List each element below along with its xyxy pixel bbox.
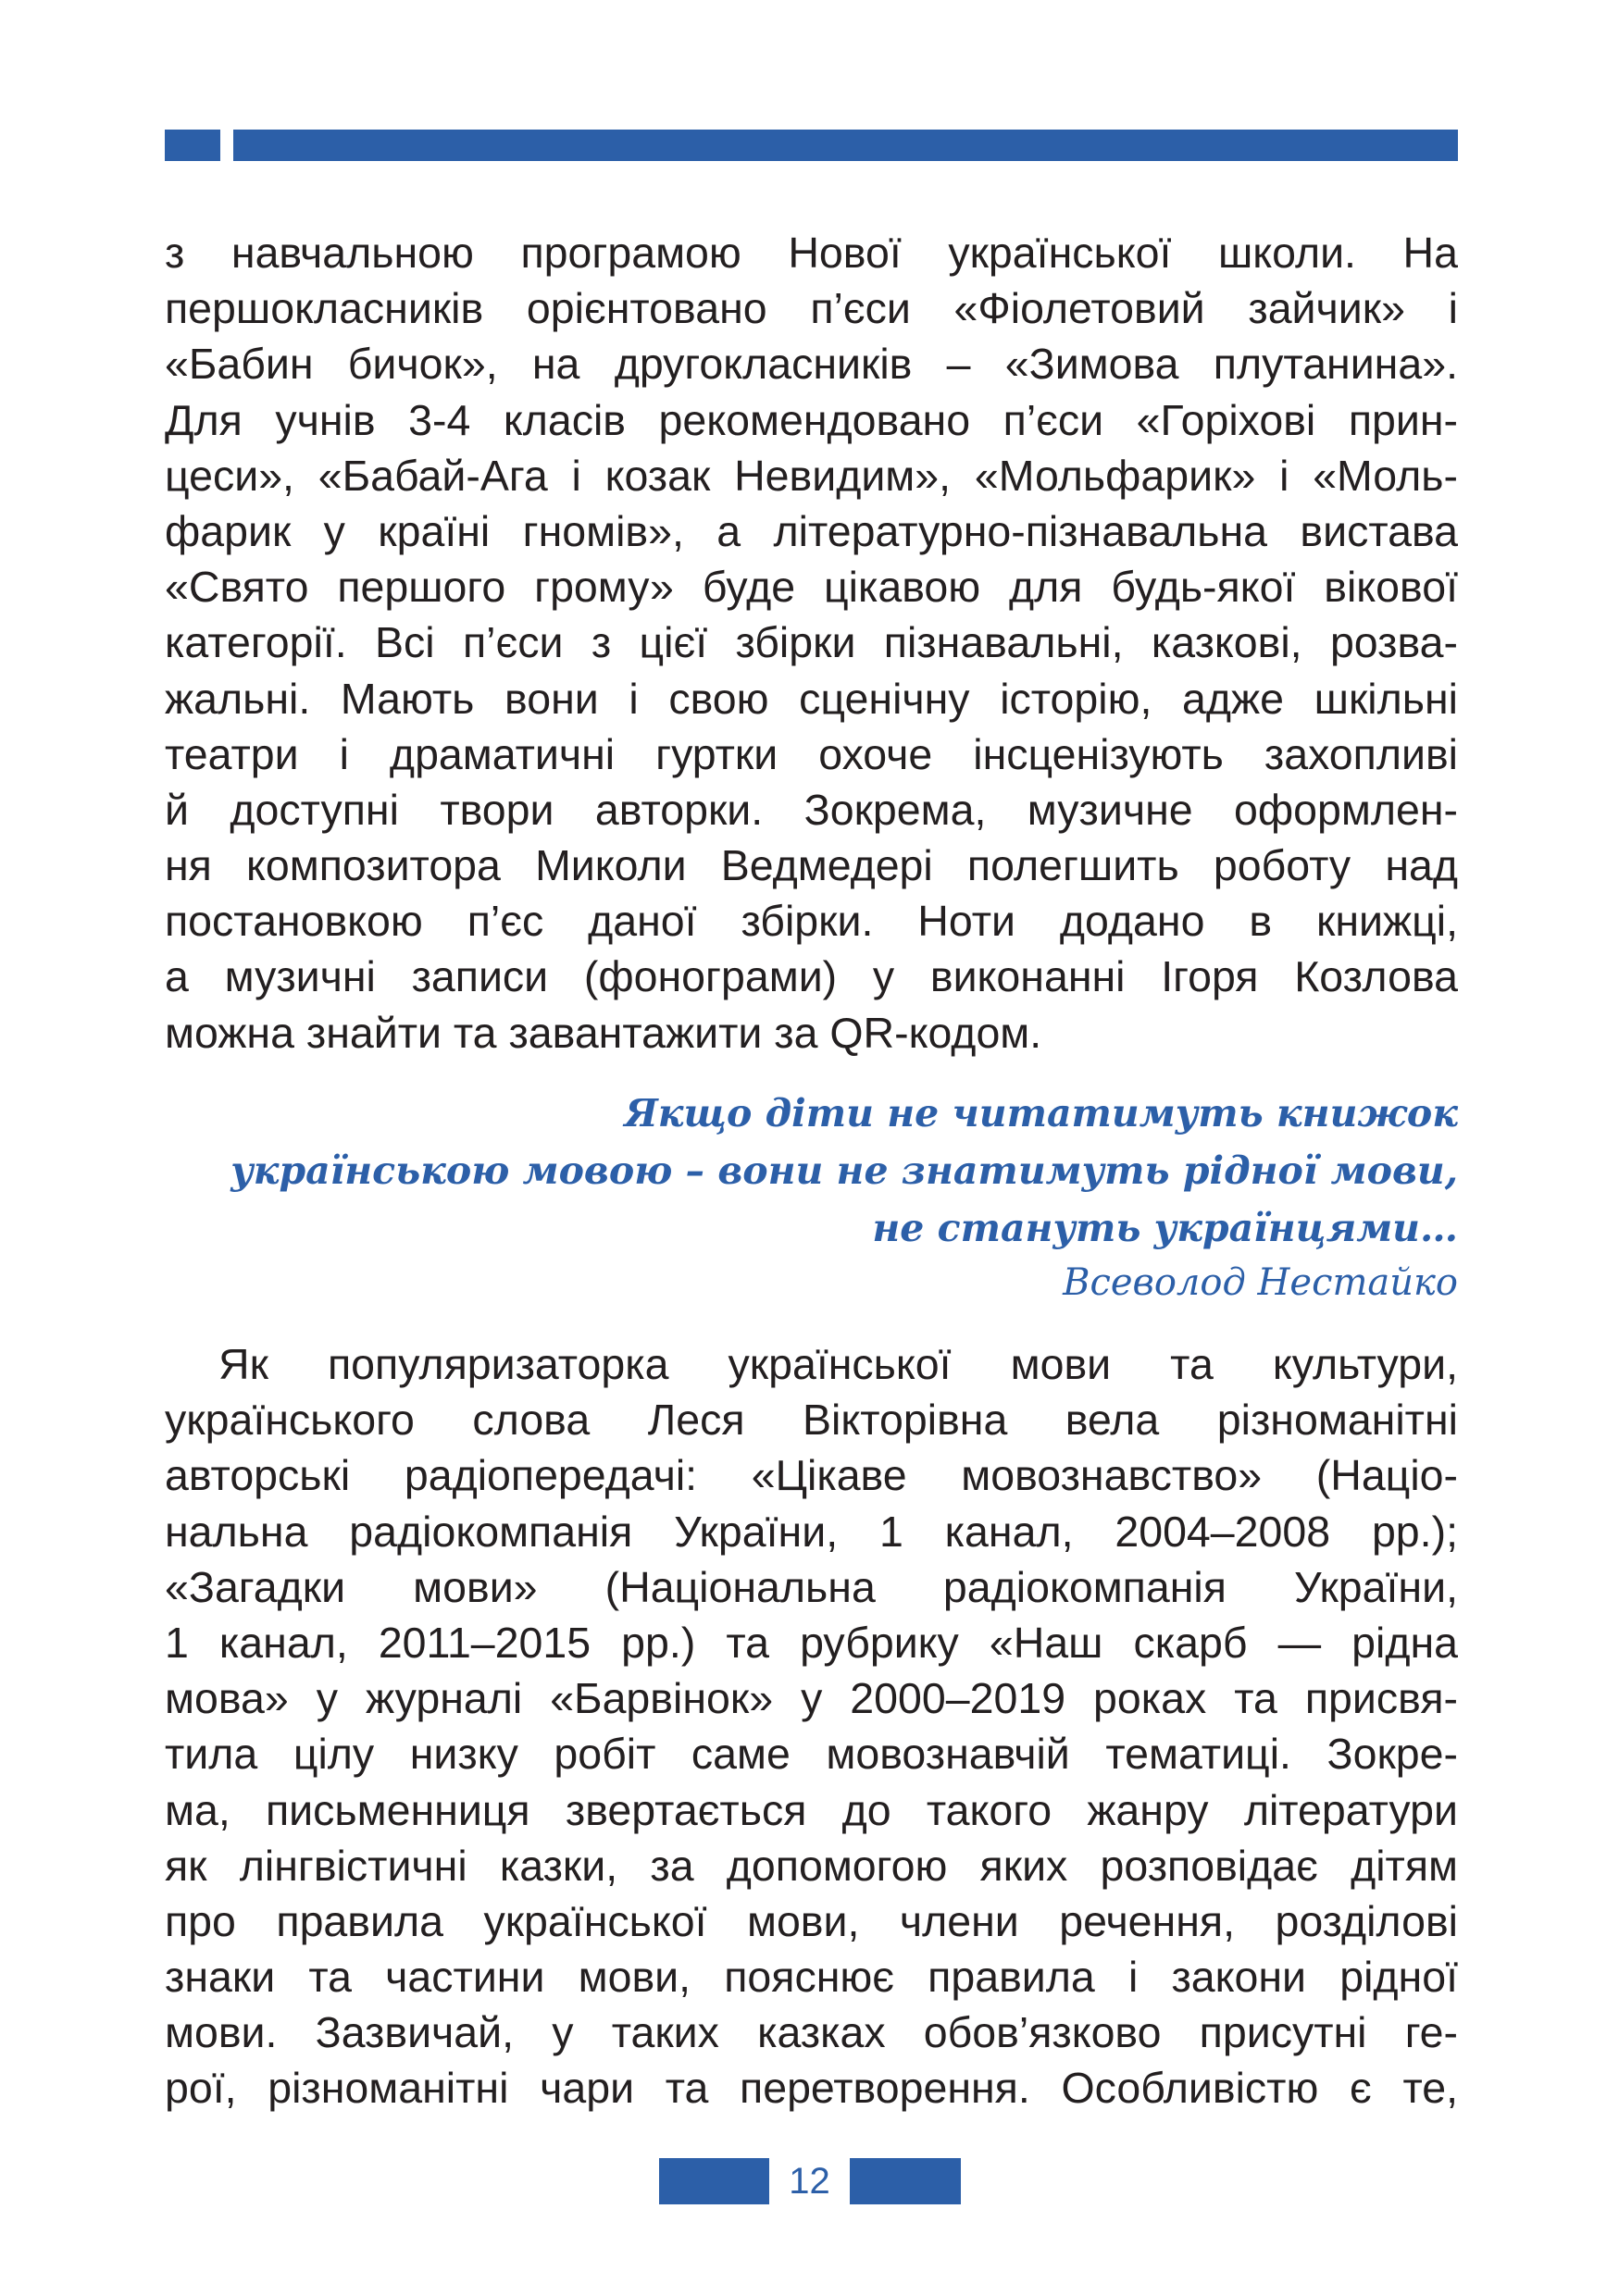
text-line: знаки та частини мови, пояснює правила і закони рідної [165,1953,1458,2002]
quote-author: Всеволод Нестайко [1063,1261,1458,1304]
page-number-footer [659,2158,961,2204]
text-line: 1 канал, 2011–2015 рр.) та рубрику «Наш скарб — рідна [165,1618,1458,1667]
footer-bar-right [850,2158,961,2204]
text-line: й доступні твори авторки. Зокрема, музичне оформлен- [165,785,1458,834]
text-line: з навчальною програмою Нової української школи. На [165,229,1458,277]
page-number: 12 [789,2161,830,2202]
text-line: про правила української мови, члени речення, розділові [165,1896,1458,1945]
text-line: жальні. Мають вони і свою сценічну історію, адже шкільні [165,674,1458,723]
text-line: «Бабин бичок», на другокласників – «Зимова плутанина». [165,340,1458,389]
text-line: категорії. Всі п’єси з цієї збірки пізнавальні, казкові, розва- [165,618,1458,667]
text-line: «Загадки мови» (Національна радіокомпанія України, [165,1562,1458,1611]
text-line: можна знайти та завантажити за QR-кодом. [165,1008,1042,1057]
paragraph-1 [165,225,1458,1061]
text-line: «Свято першого грому» буде цікавою для будь-якої вікової [165,563,1458,612]
text-line: українського слова Леся Вікторівна вела різноманітні [165,1396,1458,1445]
text-line: театри і драматичні гуртки охоче інсценізують захопливі [165,729,1458,778]
text-line: рої, різноманітні чари та перетворення. Особливістю є те, [165,2064,1458,2113]
text-line: фарик у країні гномів», а літературно-пізнавальна вистава [165,506,1458,555]
text-line: як лінгвістичні казки, за допомогою яких розповідає дітям [165,1841,1458,1890]
text-line: першокласників орієнтовано п’єси «Фіолетовий зайчик» і [165,284,1458,333]
paragraph-2 [165,1336,1458,2116]
text-line: тила цілу низку робіт саме мовознавчій тематиці. Зокре- [165,1730,1458,1779]
text-line: постановкою п’єс даної збірки. Ноти додано в книжці, [165,897,1458,946]
header-bar-long [233,130,1458,161]
text-line: цеси», «Бабай-Ага і козак Невидим», «Мольфарик» і «Моль- [165,451,1458,500]
text-line: авторські радіопередачі: «Цікаве мовознавство» (Націо- [165,1451,1458,1500]
epigraph-quote [165,1085,1458,1309]
text-line: а музичні записи (фонограми) у виконанні Ігоря Козлова [165,952,1458,1001]
text-line: мови. Зазвичай, у таких казках обов’язково присутні ге- [165,2008,1458,2057]
text-line: нальна радіокомпанія України, 1 канал, 2004–2008 рр.); [165,1507,1458,1556]
quote-line: не стануть українцями… [872,1206,1458,1250]
header-bar-short [165,130,220,161]
footer-bar-left [659,2158,769,2204]
text-line: ня композитора Миколи Ведмедері полегшить роботу над [165,841,1458,890]
text-line: мова» у журналі «Барвінок» у 2000–2019 роках та присвя- [165,1674,1458,1723]
text-line: ма, письменниця звертається до такого жанру літератури [165,1785,1458,1834]
text-line: Як популяризаторка української мови та культури, [218,1340,1458,1388]
quote-line: Якщо діти не читатимуть книжок [624,1091,1458,1136]
quote-line: українською мовою – вони не знатимуть рідної мови, [230,1148,1458,1193]
text-line: Для учнів 3-4 класів рекомендовано п’єси «Горіхові прин- [165,395,1458,444]
